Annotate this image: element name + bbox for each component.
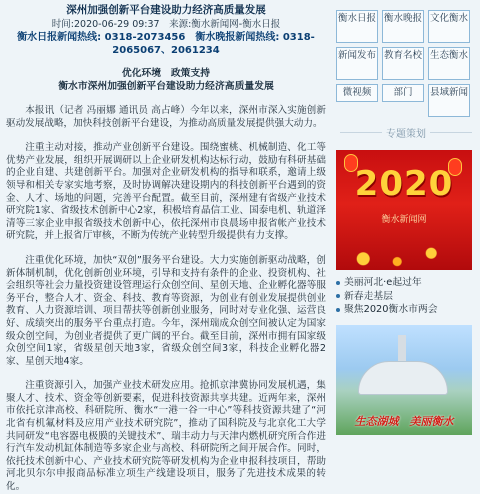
topic-link-label: 新春走基层 — [344, 290, 393, 302]
article-paragraph: 注重资源引入，加强产业技术研发应用。抢抓京津冀协同发展机遇，集聚人才、技术、资金等创新要素，促进科技资源共享共建。近两年来，深州市依托京津高校、科研院所、衡水“一港一谷一中心”等科技资源共建了“河北省有机氟材料及应用产业技术研究院”，推动了国科院及与北京化工大学共同研发“电容器电极膜的关键技术”、瑞丰动力与天津内燃机研究所合作进行汽车发动机缸体制造等多家企业与高校、科研院所之间开展合作。同时，依托技术创新中心、产业技术研究院等研发机构为企业申报科技项目，帮助河北贝尔尔申报商品标准立项生产线建设项目，服务了先进技术成果的转化。 — [6, 380, 326, 493]
bullet-icon — [336, 294, 340, 298]
tag-departments[interactable]: 部门 — [382, 84, 424, 102]
tag-education[interactable]: 教育名校 — [382, 47, 424, 80]
topic-links — [336, 276, 476, 317]
city-photo[interactable] — [336, 325, 472, 435]
hotline-line-1: 衡水日报新闻热线: 0318-2073456 衡水晚报新闻热线: 0318- — [17, 32, 315, 43]
tag-culture[interactable]: 文化衡水 — [428, 10, 470, 43]
topic-link-label: 聚焦2020衡水市两会 — [344, 304, 438, 315]
sidebar — [336, 0, 476, 480]
banner-year: 2020 — [354, 164, 454, 204]
article-paragraph: 本报讯（记者 冯丽娜 通讯员 高占峰）今年以来，深州市深入实施创新驱动发展战略，加快科技创新平台建设，为推动高质量发展提供强大动力。 — [6, 105, 326, 129]
photo-caption: 生态湖城 美丽衡水 — [354, 414, 454, 428]
special-topics-heading — [336, 125, 476, 140]
topic-link[interactable] — [336, 290, 476, 304]
bullet-icon — [336, 281, 340, 285]
tag-micro-video[interactable]: 微视频 — [336, 84, 378, 102]
topic-link[interactable] — [336, 303, 476, 317]
topic-link[interactable] — [336, 276, 476, 290]
tag-county-news[interactable]: 县域新闻 — [428, 84, 470, 117]
topic-link-label: 美丽河北·e起过年 — [344, 277, 422, 288]
divider — [340, 132, 382, 133]
building-shape — [358, 361, 448, 395]
tag-ecology[interactable]: 生态衡水 — [428, 47, 470, 80]
article-subhead-1: 优化环境 政策支持 — [121, 68, 211, 79]
banner-subtitle: 衡水新闻网 — [381, 215, 427, 225]
article-meta: 时间:2020-06-29 09:37 来源:衡水新闻网-衡水日报 — [51, 19, 281, 30]
article-paragraph: 注重主动对接，推动产业创新平台建设。围绕蜜桃、机械制造、化工等优势产业发展，组织开展调研以上企业研发机构达标行动，鼓励有科研基础的企业自建、共建创新平台。加强对企业研发机构的指导和联系，邀请上级领导和相关专家实地考察，及时协调解决建设期内的科技创新平台遇到的资金、人才、场地的问题，完善平台配置。截至目前，深州建有省级产业技术研究院1家、省级技术创新中心2家，积极培育晶信工业、国泰电机、轨道泽清等三家企业申报省级技术创新中心，依托深州市良晨场申报省帐产业技术研究院，并上报省厅审核，不断为传统产业转型升级提供有力支撑。 — [6, 142, 326, 242]
channel-tags — [336, 10, 476, 117]
divider — [430, 132, 472, 133]
tag-hengshui-evening[interactable]: 衡水晚报 — [382, 10, 424, 43]
article-title: 深州加强创新平台建设助力经济高质量发展 — [66, 4, 266, 16]
banner-decoration — [336, 242, 472, 270]
banner-2020[interactable] — [336, 150, 472, 270]
tag-news-release[interactable]: 新闻发布 — [336, 47, 378, 80]
special-topics-title: 专题策划 — [386, 129, 426, 140]
hotline-line-2: 2065067、2061234 — [112, 45, 220, 56]
bullet-icon — [336, 308, 340, 312]
tag-hengshui-daily[interactable]: 衡水日报 — [336, 10, 378, 43]
article-paragraph: 注重优化环境，加快“双创”服务平台建设。大力实施创新驱动战略，创新体制机制，优化创新创业环境，引导和支持有条件的企业、投资机构、社会组织等社会力量投资建设管理运行众创空间、星创天地、企业孵化器等服务平台，整合人才、资金、科技、教育等资源，为创业有创业发展提供创业教育、人力资源培训、项目帮扶等创新创业服务，同时对专业化强、运营良好、成绩突出的服务平台重点打造。今年，深州瑞成众创空间被认定为国家级众创空间，为创业者提供了更广阔的平台。截至目前，深州市拥有国家级众创空间1家，省级星创天地3家，省级众创空间3家，科技企业孵化器2家、星创天地4家。 — [6, 254, 326, 367]
article-subhead-2: 衡水市深州加强创新平台建设助力经济高质量发展 — [58, 81, 274, 92]
